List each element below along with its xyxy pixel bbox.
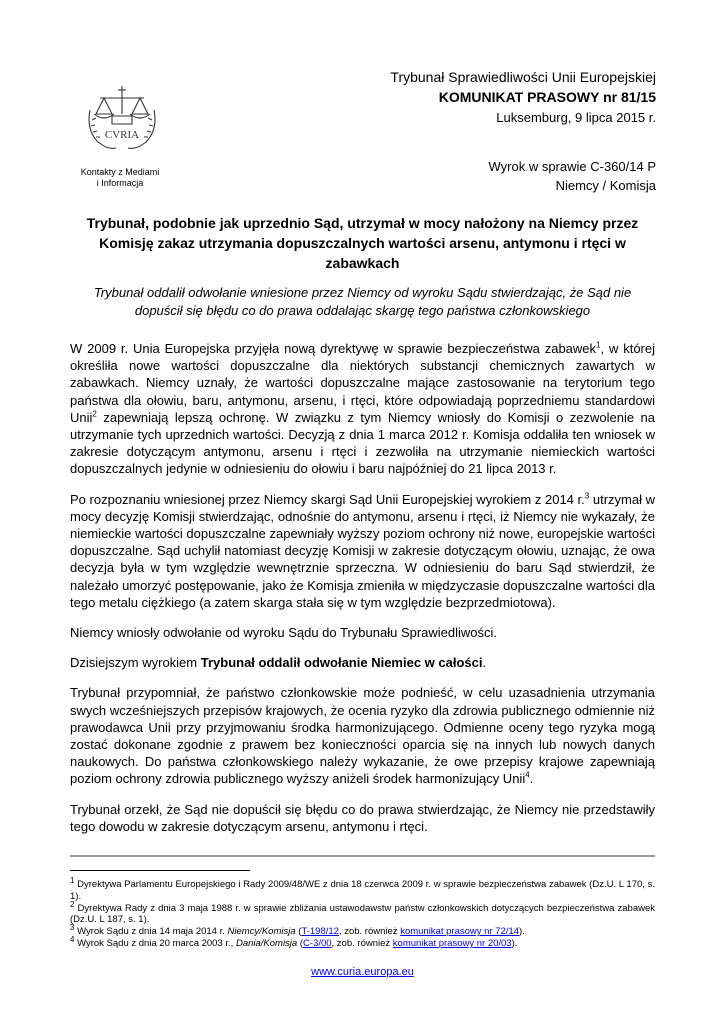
paragraph-4: Dzisiejszym wyrokiem Trybunał oddalił odwołanie Niemiec w całości. bbox=[70, 655, 487, 671]
case-link-c-3-00[interactable]: C-3/00 bbox=[303, 937, 332, 949]
press-header bbox=[390, 67, 656, 129]
footnote-ref-1: 1 bbox=[596, 340, 601, 350]
footnote-divider bbox=[70, 870, 250, 871]
case-parties: Niemcy / Komisja bbox=[555, 178, 656, 193]
case-number: Wyrok w sprawie C-360/14 P bbox=[488, 159, 656, 174]
place-date: Luksemburg, 9 lipca 2015 r. bbox=[496, 110, 656, 125]
headline: Trybunał, podobnie jak uprzednio Sąd, utrzymał w mocy nałożony na Niemcy przez Komisję zakaz utrzymania dopuszczalnych wartości arsenu, antymonu i rtęci w zabawkach bbox=[86, 215, 639, 271]
contacts-line-1: Kontakty z Mediami bbox=[80, 167, 160, 177]
case-link-t-198-12[interactable]: T-198/12 bbox=[301, 926, 339, 938]
logo-text: CVRIA bbox=[104, 129, 140, 141]
article-body bbox=[70, 340, 655, 848]
footnote-ref-4: 4 bbox=[525, 771, 530, 781]
press-release-number: KOMUNIKAT PRASOWY nr 81/15 bbox=[438, 89, 656, 105]
case-info bbox=[489, 157, 657, 195]
paragraph-5: Trybunał przypomniał, że państwo członkowskie może podnieść, w celu uzasadnienia utrzymania swych wcześniejszych przepisów krajowych, że ocenia ryzyko dla zdrowia publicznego odmiennie niż prawodawca Unii przy przyjmowaniu środka harmonizującego. Odmienne oceny tego ryzyka mogą zostać dokonane zgodnie z prawem bez konieczności oparcia się na innych lub nowych danych naukowych. Do państwa członkowskiego należy wykazanie, że owe przepisy krajowe zapewniają poziom ochrony zdrowia publicznego wyższy aniżeli środek harmonizujący Unii$^4$. bbox=[70, 685, 655, 787]
footnote-3: $^3$ Wyrok Sądu z dnia 14 maja 2014 r. Niemcy/Komisja (T-198/12, zob. również komunikat prasowy nr 72/14). bbox=[70, 923, 525, 938]
press-release-link-72-14[interactable]: komunikat prasowy nr 72/14 bbox=[400, 926, 519, 938]
curia-logo bbox=[82, 80, 162, 160]
footnote-1: $^1$ Dyrektywa Parlamentu Europejskiego i Rady 2009/48/WE z dnia 18 czerwca 2009 r. w sprawie bezpieczeństwa zabawek (Dz.U. L 170, s. 1). bbox=[70, 875, 655, 902]
footnote-ref-3: 3 bbox=[584, 491, 590, 501]
ruling-bold: Trybunał oddalił odwołanie Niemiec w całości bbox=[200, 655, 483, 671]
paragraph-2: Po rozpoznaniu wniesionej przez Niemcy skargi Sąd Unii Europejskiej wyrokiem z 2014 r.$^3$ utrzymał w mocy decyzję Komisji stwierdzając, odnośnie do antymonu, arsenu i rtęci, iż Niemcy nie wykazały, że niemieckie wartości dopuszczalne zapewniały wyższy poziom ochrony niż nowe, europejskie wartości dopuszczalne. Sąd uchylił natomiast decyzję Komisji w zakresie dotyczącym ołowiu, uznając, że owa decyzja była w tym względzie wewnętrznie sprzeczna. W odniesieniu do baru Sąd stwierdził, że należało umorzyć postępowanie, jako że Komisja zmieniła w międzyczasie dopuszczalne wartości dla tego metalu ciężkiego (a zatem skarga stała się w tym względzie bezprzedmiotowa). bbox=[70, 491, 656, 610]
footnote-2: $^2$ Dyrektywa Rady z dnia 3 maja 1988 r. w sprawie zbliżania ustawodawstw państw członkowskich dotyczących bezpieczeństwa zabawek (Dz.U. L 187, s. 1). bbox=[70, 899, 655, 926]
footnotes bbox=[70, 875, 655, 950]
curia-website-link[interactable]: www.curia.europa.eu bbox=[311, 966, 414, 978]
media-contacts bbox=[70, 167, 170, 189]
subtitle: Trybunał oddalił odwołanie wniesione przez Niemcy od wyroku Sądu stwierdzając, że Sąd nie dopuścił się błędu co do prawa oddalając skargę tego państwa członkowskiego bbox=[93, 285, 632, 318]
footnote-4: $^4$ Wyrok Sądu z dnia 20 marca 2003 r., Dania/Komisja (C-3/00, zob. również komunikat prasowy nr 20/03). bbox=[70, 934, 518, 949]
paragraph-3: Niemcy wniosły odwołanie od wyroku Sądu do Trybunału Sprawiedliwości. bbox=[70, 625, 498, 641]
contacts-line-2: i Informacja bbox=[96, 178, 144, 188]
paragraph-1: W 2009 r. Unia Europejska przyjęła nową dyrektywę w sprawie bezpieczeństwa zabawek$^1$, w której określiła nowe wartości dopuszczalne dla niektórych substancji chemicznych zawartych w zabawkach. Niemcy uznały, że wartości dopuszczalne mające zastosowanie na terytorium tego państwa dla ołowiu, baru, antymonu, arsenu, i rtęci, które odpowiadają poprzedniemu standardowi Unii$^2$ zapewniają lepszą ochronę. W związku z tym Niemcy wniosły do Komisji o zezwolenie na utrzymanie tych uprzednich wartości. Decyzją z dnia 1 marca 2012 r. Komisja oddaliła ten wniosek w zakresie dotyczącym antymonu, arsenu i rtęci i zezwoliła na utrzymanie niemieckich wartości dopuszczalnych jedynie w odniesieniu do ołowiu i baru najpóźniej do 21 lipca 2013 r. bbox=[70, 340, 655, 477]
footnote-ref-2: 2 bbox=[92, 409, 97, 419]
court-name: Trybunał Sprawiedliwości Unii Europejskiej bbox=[390, 69, 656, 85]
footer bbox=[0, 966, 725, 978]
press-release-link-20-03[interactable]: komunikat prasowy nr 20/03 bbox=[392, 937, 512, 949]
section-divider bbox=[70, 855, 655, 857]
paragraph-6: Trybunał orzekł, że Sąd nie dopuścił się błędu co do prawa stwierdzając, że Niemcy nie przedstawiły tego dowodu w zakresie dotyczącym arsenu, antymonu i rtęci. bbox=[70, 801, 655, 834]
